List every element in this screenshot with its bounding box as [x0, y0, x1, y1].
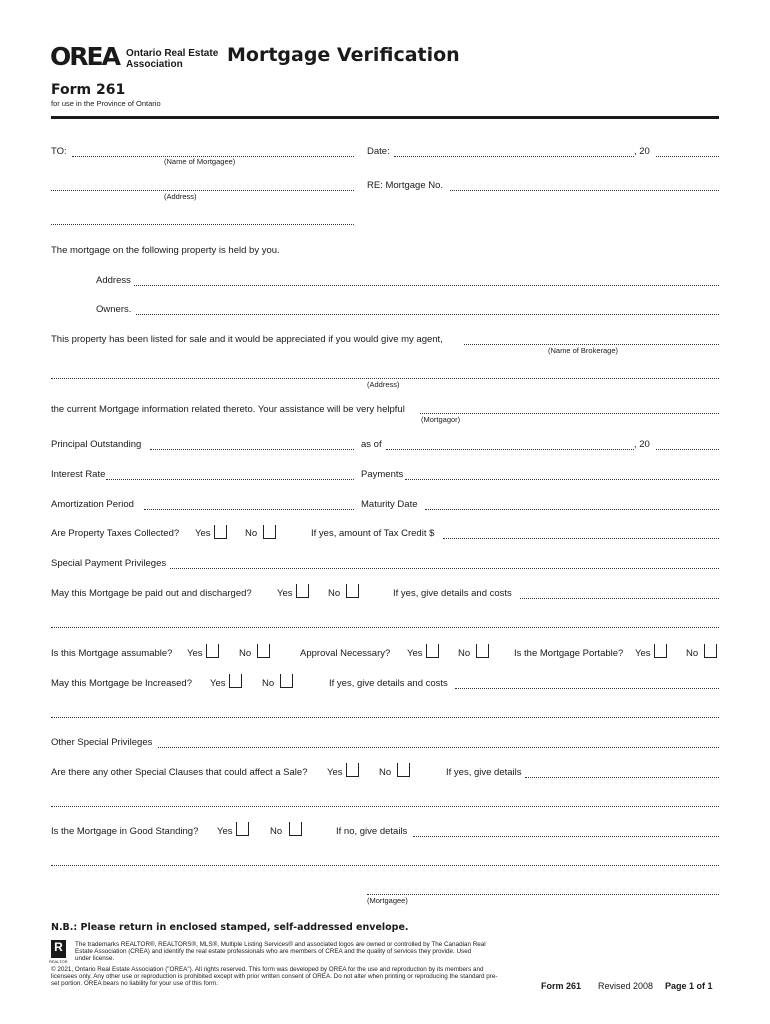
property-address-field[interactable]: [134, 285, 719, 286]
portable-no-checkbox[interactable]: [704, 644, 717, 658]
held-by-you-text: The mortgage on the following property is held by you.: [51, 245, 280, 256]
footer-form-number: Form 261: [541, 981, 582, 991]
clauses-details-field-2[interactable]: [51, 806, 719, 807]
discharge-no-label: No: [328, 588, 341, 599]
mortgagor-field[interactable]: [420, 413, 719, 414]
discharge-details-field-2[interactable]: [51, 627, 719, 628]
increased-details-label: If yes, give details and costs: [329, 678, 448, 689]
copyright-notice: © 2021, Ontario Real Estate Association ("OREA"). All rights reserved. This form was developed by OREA for the use and reproduction by its members and licensees only. Any other use or reproduction is prohibited except with prior written consent of OREA. Do not alter when printing or reproducing the standard pre-set portion. OREA bears no liability for your use of this form.: [51, 966, 498, 988]
good-standing-label: Is the Mortgage in Good Standing?: [51, 826, 199, 837]
clauses-details-field[interactable]: [525, 777, 719, 778]
discharge-yes-checkbox[interactable]: [296, 584, 309, 598]
other-privileges-label: Other Special Privileges: [51, 737, 153, 748]
discharge-no-checkbox[interactable]: [346, 584, 359, 598]
portable-yes-label: Yes: [635, 648, 651, 659]
owners-label: Owners.: [96, 304, 132, 315]
discharge-details-field[interactable]: [520, 598, 719, 599]
page-title: Mortgage Verification: [227, 44, 460, 66]
interest-rate-field[interactable]: [106, 479, 354, 480]
approval-no-checkbox[interactable]: [476, 644, 489, 658]
increased-label: May this Mortgage be Increased?: [51, 678, 192, 689]
tax-credit-label: If yes, amount of Tax Credit $: [311, 528, 435, 539]
form-subtitle: for use in the Province of Ontario: [51, 99, 161, 108]
approval-label: Approval Necessary?: [300, 648, 391, 659]
form-number: Form 261: [51, 82, 126, 98]
taxes-yes-checkbox[interactable]: [214, 525, 227, 539]
year-field[interactable]: [656, 156, 719, 157]
standing-yes-label: Yes: [217, 826, 233, 837]
approval-no-label: No: [458, 648, 471, 659]
clauses-yes-label: Yes: [327, 767, 343, 778]
brokerage-name-field[interactable]: [464, 344, 719, 345]
brokerage-address-caption: (Address): [367, 380, 400, 389]
portable-no-label: No: [686, 648, 699, 659]
name-of-brokerage-caption: (Name of Brokerage): [548, 346, 619, 355]
taxes-no-label: No: [245, 528, 258, 539]
mortgage-number-field[interactable]: [450, 190, 719, 191]
discharge-yes-label: Yes: [277, 588, 293, 599]
mortgagee-signature-field[interactable]: [367, 894, 719, 895]
special-payment-label: Special Payment Privileges: [51, 558, 167, 569]
clauses-no-label: No: [379, 767, 392, 778]
special-clauses-label: Are there any other Special Clauses that could affect a Sale?: [51, 767, 308, 778]
standing-no-checkbox[interactable]: [289, 822, 302, 836]
principal-label: Principal Outstanding: [51, 439, 142, 450]
taxes-collected-label: Are Property Taxes Collected?: [51, 528, 180, 539]
maturity-date-field[interactable]: [425, 509, 719, 510]
brokerage-address-field[interactable]: [51, 378, 719, 379]
property-address-label: Address: [96, 275, 131, 286]
assumable-no-checkbox[interactable]: [257, 644, 270, 658]
as-of-label: as of: [361, 439, 382, 450]
special-payment-field[interactable]: [170, 568, 719, 569]
standing-details-field[interactable]: [413, 836, 719, 837]
amortization-label: Amortization Period: [51, 499, 134, 510]
principal-field[interactable]: [150, 449, 354, 450]
standing-details-field-2[interactable]: [51, 865, 719, 866]
standing-no-label: No: [270, 826, 283, 837]
owners-field[interactable]: [136, 314, 719, 315]
year-prefix-2: , 20: [634, 439, 650, 450]
logo-line-1: Ontario Real Estate: [126, 48, 219, 59]
approval-yes-label: Yes: [407, 648, 423, 659]
amortization-field[interactable]: [144, 509, 354, 510]
maturity-date-label: Maturity Date: [361, 499, 418, 510]
listed-for-sale-text: This property has been listed for sale and it would be appreciated if you would give my agent,: [51, 334, 443, 345]
taxes-no-checkbox[interactable]: [263, 525, 276, 539]
increased-details-field-2[interactable]: [51, 717, 719, 718]
mortgagee-address-field-2[interactable]: [51, 224, 354, 225]
footer-page-number: Page 1 of 1: [665, 981, 713, 991]
interest-rate-label: Interest Rate: [51, 469, 106, 480]
header-rule: [51, 116, 719, 119]
approval-yes-checkbox[interactable]: [426, 644, 439, 658]
increased-no-checkbox[interactable]: [280, 674, 293, 688]
standing-yes-checkbox[interactable]: [236, 822, 249, 836]
mortgagor-caption: (Mortgagor): [421, 415, 461, 424]
assumable-yes-checkbox[interactable]: [206, 644, 219, 658]
portable-yes-checkbox[interactable]: [654, 644, 667, 658]
mortgagee-address-field-1[interactable]: [51, 190, 354, 191]
trademark-notice: The trademarks REALTOR®, REALTORS®, MLS®, Multiple Listing Services® and associated logos are owned or controlled by The Canadian Real Estate Association (CREA) and identify the real estate professionals who are members of CREA and the quality of services they provide. Used under license.: [75, 941, 486, 963]
name-of-mortgagee-caption: (Name of Mortgagee): [164, 157, 236, 166]
date-label: Date:: [367, 146, 390, 157]
return-envelope-note: N.B.: Please return in enclosed stamped, self-addressed envelope.: [51, 922, 409, 933]
increased-yes-label: Yes: [210, 678, 226, 689]
logo-line-2: Association: [126, 59, 183, 70]
clauses-no-checkbox[interactable]: [397, 763, 410, 777]
other-privileges-field[interactable]: [158, 747, 719, 748]
payments-label: Payments: [361, 469, 404, 480]
payments-field[interactable]: [405, 479, 719, 480]
year-prefix: , 20: [634, 146, 650, 157]
clauses-details-label: If yes, give details: [446, 767, 522, 778]
details-costs-label: If yes, give details and costs: [393, 588, 512, 599]
mortgagee-caption: (Mortgagee): [367, 896, 408, 905]
realtor-logo: R: [51, 940, 66, 958]
assumable-no-label: No: [239, 648, 252, 659]
as-of-year-field[interactable]: [656, 449, 719, 450]
orea-logo: OREA: [50, 42, 119, 71]
assumable-label: Is this Mortgage assumable?: [51, 648, 173, 659]
current-mortgage-text: the current Mortgage information related thereto. Your assistance will be very helpful: [51, 404, 405, 415]
realtor-word: REALTOR: [49, 959, 68, 964]
as-of-date-field[interactable]: [386, 449, 634, 450]
to-label: TO:: [51, 146, 67, 157]
increased-details-field[interactable]: [455, 688, 719, 689]
assumable-yes-label: Yes: [187, 648, 203, 659]
standing-details-label: If no, give details: [336, 826, 408, 837]
clauses-yes-checkbox[interactable]: [346, 763, 359, 777]
footer-revised: Revised 2008: [598, 981, 654, 991]
date-field[interactable]: [394, 156, 634, 157]
portable-label: Is the Mortgage Portable?: [514, 648, 624, 659]
address-caption: (Address): [164, 192, 197, 201]
discharge-label: May this Mortgage be paid out and discharged?: [51, 588, 252, 599]
increased-yes-checkbox[interactable]: [229, 674, 242, 688]
re-mortgage-label: RE: Mortgage No.: [367, 180, 444, 191]
taxes-yes-label: Yes: [195, 528, 211, 539]
tax-credit-field[interactable]: [443, 538, 719, 539]
increased-no-label: No: [262, 678, 275, 689]
